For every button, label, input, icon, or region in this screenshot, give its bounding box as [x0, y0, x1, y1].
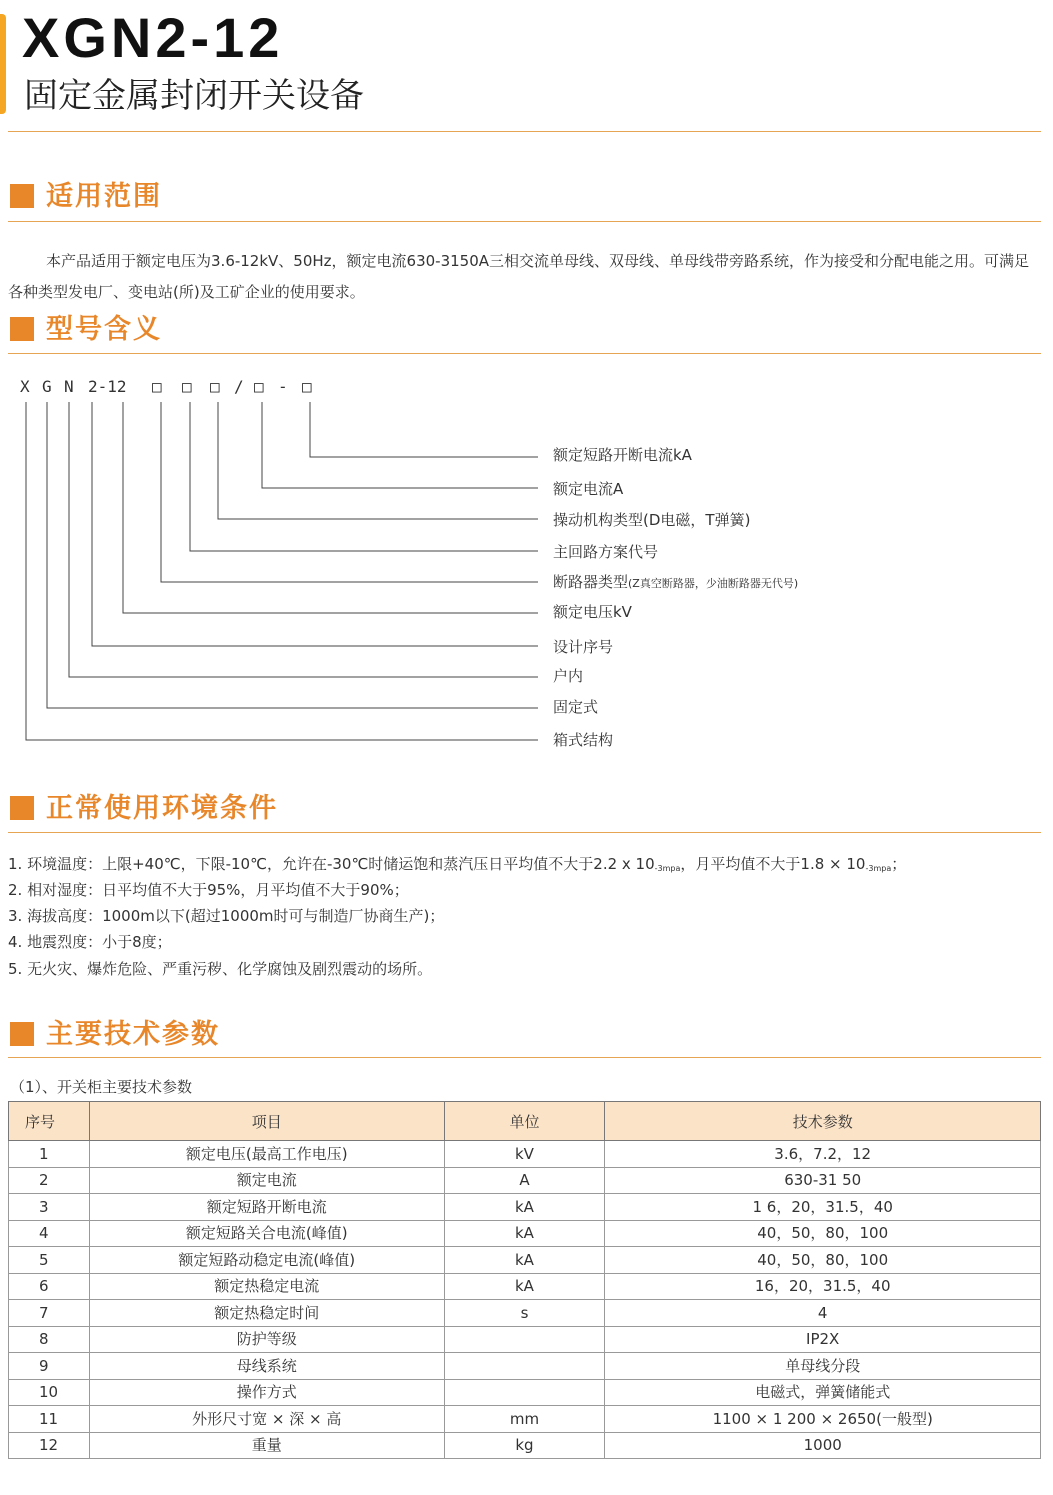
cell: 额定热稳定电流 [89, 1273, 444, 1300]
square-bullet-icon [10, 1022, 34, 1046]
model-label [553, 667, 583, 685]
model-label-text: 设计序号 [553, 638, 614, 656]
cell: kV [444, 1141, 605, 1168]
cell: IP2X [605, 1326, 1041, 1353]
section-divider [8, 832, 1041, 833]
env-item [8, 959, 432, 979]
section-heading-tech [10, 1018, 220, 1052]
connector-line [123, 402, 538, 613]
env-item-text: 环境温度：上限+40℃，下限-10℃，允许在-30℃时储运饱和蒸汽压日平均值不大于2.2 x 10 [27, 855, 655, 873]
scope-paragraph: 本产品适用于额定电压为3.6-12kV、50Hz，额定电流630-3150A三相交流单母线、双母线、单母线带旁路系统，作为接受和分配电能之用。可满足各种类型发电厂、变电站(所)及工矿企业的使用要求。 [8, 252, 1030, 301]
env-item-text: 地震烈度：小于8度； [27, 933, 172, 951]
env-item-text: 相对湿度：日平均值不大于95%，月平均值不大于90%； [27, 881, 409, 899]
model-label [553, 603, 632, 621]
cell: 重量 [89, 1432, 444, 1459]
cell: kA [444, 1273, 605, 1300]
cell [444, 1353, 605, 1380]
connector-line [26, 402, 538, 740]
cell: 额定热稳定时间 [89, 1300, 444, 1327]
cell [444, 1379, 605, 1406]
cell: 母线系统 [89, 1353, 444, 1380]
connector-line [310, 402, 538, 457]
section-heading-environment [10, 792, 278, 826]
connector-line [69, 402, 538, 677]
model-label [553, 731, 613, 749]
square-bullet-icon [10, 796, 34, 820]
section-divider [8, 1057, 1041, 1058]
cell: 外形尺寸宽 × 深 × 高 [89, 1406, 444, 1433]
section-title: 正常使用环境条件 [46, 793, 278, 824]
cell: 2 [9, 1167, 90, 1194]
section-title: 适用范围 [46, 181, 162, 212]
cell: 1 6，20，31.5，40 [605, 1194, 1041, 1221]
table-row [9, 1326, 1041, 1353]
cell [444, 1326, 605, 1353]
code-part: □ [182, 377, 192, 396]
code-part: □ [152, 377, 162, 396]
cell: 5 [9, 1247, 90, 1274]
cell: 额定短路关合电流(峰值) [89, 1220, 444, 1247]
cell: 7 [9, 1300, 90, 1327]
cell: 1000 [605, 1432, 1041, 1459]
table-row [9, 1141, 1041, 1168]
cell: kg [444, 1432, 605, 1459]
table-row [9, 1167, 1041, 1194]
model-label-text: 断路器类型 [553, 573, 629, 591]
model-label-text: 户内 [553, 667, 584, 685]
model-label-text: 固定式 [553, 698, 599, 716]
code-part: □ [210, 377, 220, 396]
cell: 10 [9, 1379, 90, 1406]
code-part: □ [254, 377, 264, 396]
cell: 4 [9, 1220, 90, 1247]
cell: 1 [9, 1141, 90, 1168]
column-header: 技术参数 [605, 1102, 1041, 1141]
cell: 40，50，80，100 [605, 1220, 1041, 1247]
section-title: 主要技术参数 [46, 1019, 220, 1050]
code-part: □ [302, 377, 312, 396]
model-label [553, 480, 623, 498]
model-label [553, 511, 750, 529]
cell: 4 [605, 1300, 1041, 1327]
table-caption: （1）、开关柜主要技术参数 [10, 1078, 193, 1096]
table-row [9, 1432, 1041, 1459]
model-label-text: 额定短路开断电流kA [553, 446, 692, 464]
cell: 额定电压(最高工作电压) [89, 1141, 444, 1168]
model-label-text: 箱式结构 [553, 731, 614, 749]
env-item-text: 海拔高度：1000m以下(超过1000m时可与制造厂协商生产)； [27, 907, 445, 925]
cell: 1100 × 1 200 × 2650(一般型) [605, 1406, 1041, 1433]
code-part: N [64, 377, 74, 396]
section-title: 型号含义 [46, 314, 162, 345]
cell: 40，50，80，100 [605, 1247, 1041, 1274]
cell: 12 [9, 1432, 90, 1459]
cell: 防护等级 [89, 1326, 444, 1353]
cell: 额定短路动稳定电流(峰值) [89, 1247, 444, 1274]
model-label-text: 主回路方案代号 [553, 543, 659, 561]
table-row [9, 1406, 1041, 1433]
table-row [9, 1379, 1041, 1406]
env-item [8, 854, 906, 879]
env-item-number: 3. [8, 907, 23, 925]
cell: mm [444, 1406, 605, 1433]
cell: A [444, 1167, 605, 1194]
code-part: G [42, 377, 52, 396]
column-header: 项目 [89, 1102, 444, 1141]
cell: 额定短路开断电流 [89, 1194, 444, 1221]
column-header: 序号 [9, 1102, 90, 1141]
model-label-text: 操动机构类型(D电磁，T弹簧) [553, 511, 751, 529]
env-item-text: ； [891, 855, 907, 873]
cell: kA [444, 1194, 605, 1221]
cell: 16，20，31.5，40 [605, 1273, 1041, 1300]
model-label [553, 698, 598, 716]
model-label-note: (Z真空断路器，少油断路器无代号) [628, 577, 799, 590]
code-part: / [234, 377, 244, 396]
table-row [9, 1220, 1041, 1247]
table-row [9, 1194, 1041, 1221]
table-row [9, 1247, 1041, 1274]
env-item-number: 1. [8, 855, 23, 873]
connector-line [190, 402, 538, 551]
cell: kA [444, 1247, 605, 1274]
table-row [9, 1353, 1041, 1380]
env-item-text: 无火灾、爆炸危险、严重污秽、化学腐蚀及剧烈震动的场所。 [27, 960, 433, 978]
column-header: 单位 [444, 1102, 605, 1141]
cell: 3 [9, 1194, 90, 1221]
cell: 8 [9, 1326, 90, 1353]
cell: 操作方式 [89, 1379, 444, 1406]
model-label [553, 446, 692, 464]
env-item [8, 906, 444, 926]
table-row [9, 1300, 1041, 1327]
cell: s [444, 1300, 605, 1327]
env-item-sub: -3mpa [865, 864, 892, 873]
cell: 电磁式，弹簧储能式 [605, 1379, 1041, 1406]
code-part: X [20, 377, 30, 396]
model-label-text: 额定电流A [553, 480, 624, 498]
cell: 630-31 50 [605, 1167, 1041, 1194]
table-header-row [9, 1102, 1041, 1141]
model-label [553, 543, 658, 561]
env-item [8, 932, 172, 952]
code-part: - [278, 377, 288, 396]
table-row [9, 1273, 1041, 1300]
code-part: 2-12 [88, 377, 127, 396]
product-name: 固定金属封闭开关设备 [24, 76, 364, 116]
cell: 3.6，7.2，12 [605, 1141, 1041, 1168]
env-item-number: 5. [8, 960, 23, 978]
cell: 额定电流 [89, 1167, 444, 1194]
env-item [8, 880, 409, 900]
cell: 11 [9, 1406, 90, 1433]
cell: 9 [9, 1353, 90, 1380]
env-item-number: 4. [8, 933, 23, 951]
cell: kA [444, 1220, 605, 1247]
env-item-number: 2. [8, 881, 23, 899]
env-item-sub: -3mpa [654, 864, 681, 873]
model-label [553, 573, 798, 593]
connector-line [218, 402, 538, 519]
model-label [553, 638, 613, 656]
connector-line [262, 402, 538, 488]
cell: 单母线分段 [605, 1353, 1041, 1380]
connector-line [47, 402, 538, 708]
model-title: XGN2-12 [22, 6, 284, 69]
cell: 6 [9, 1273, 90, 1300]
spec-table [8, 1101, 1041, 1459]
connector-line [92, 402, 538, 646]
env-item-text: ，月平均值不大于1.8 × 10 [680, 855, 866, 873]
model-label-text: 额定电压kV [553, 603, 632, 621]
